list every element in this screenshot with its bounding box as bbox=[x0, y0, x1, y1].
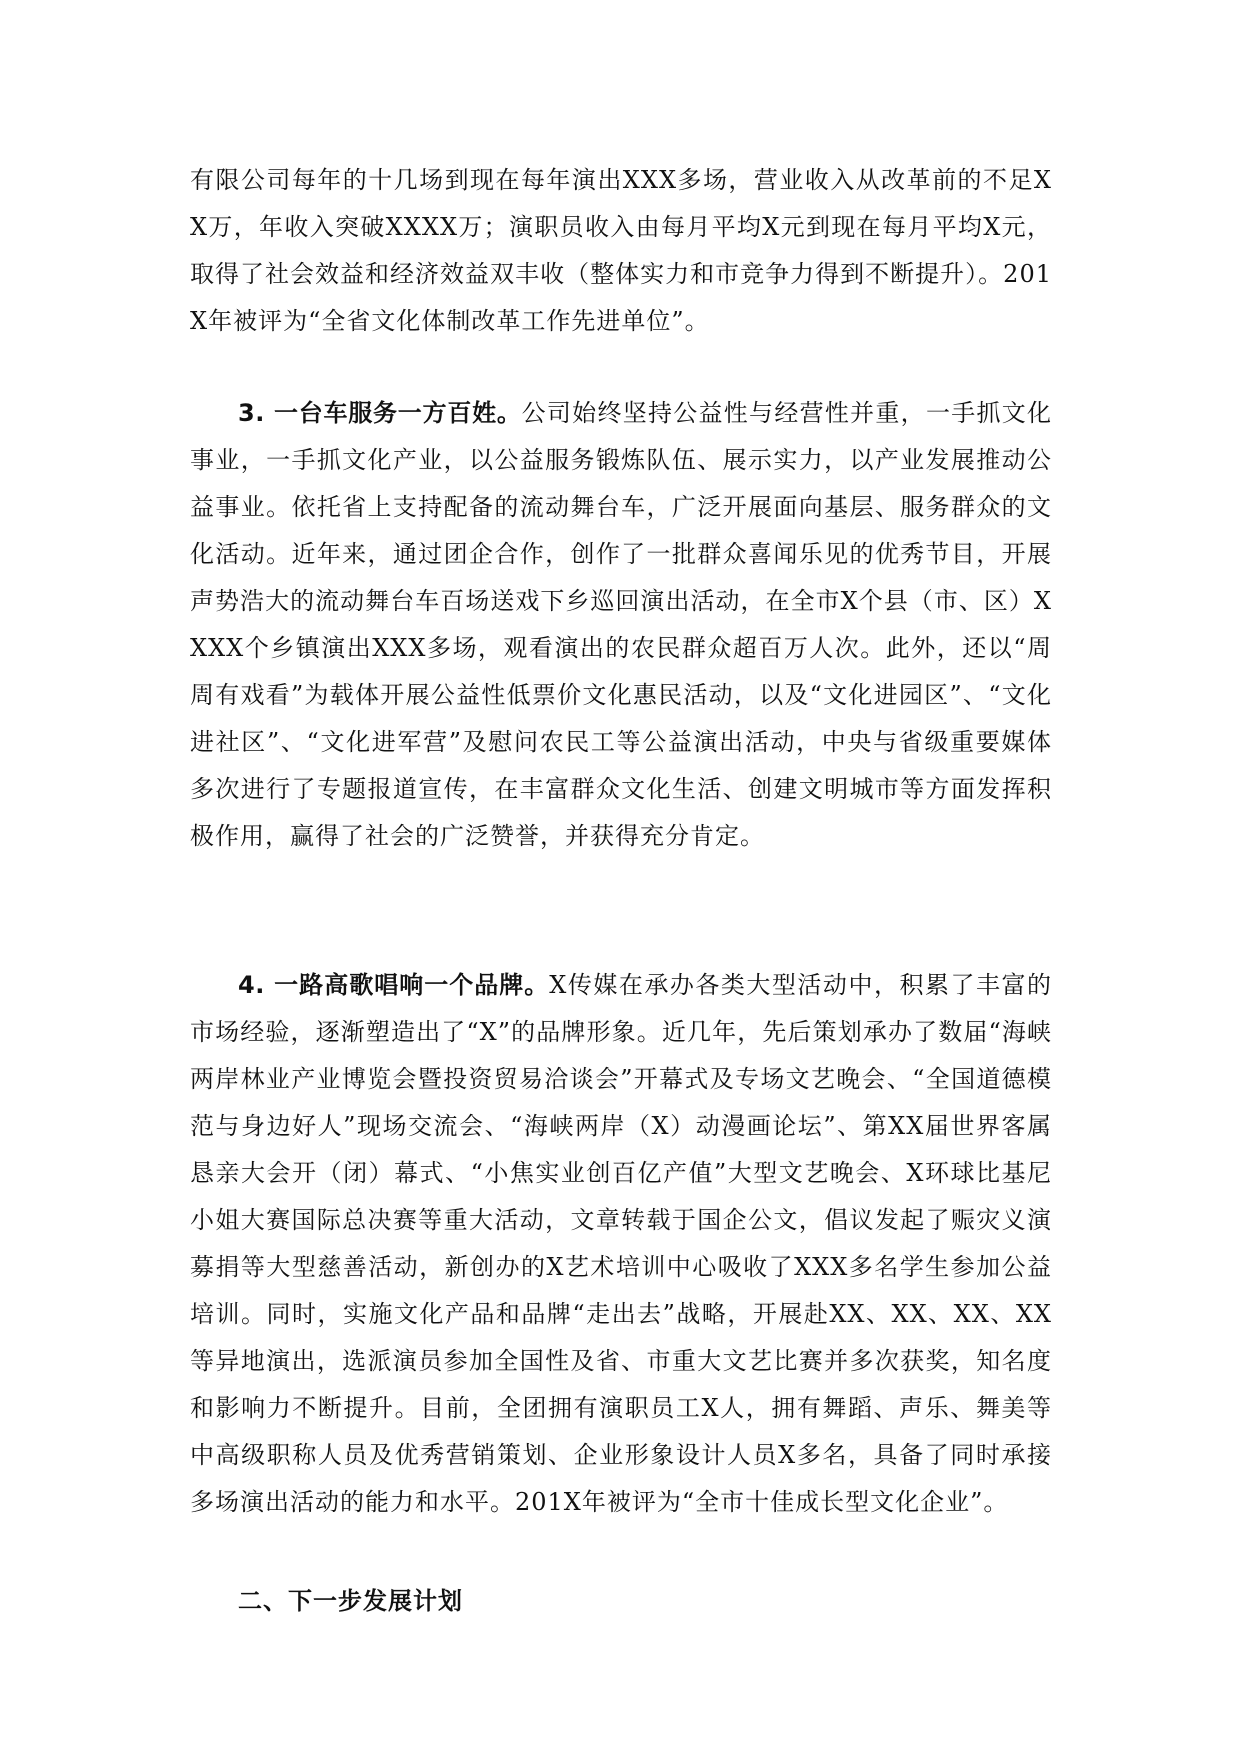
paragraph-text: 公司始终坚持公益性与经营性并重，一手抓文化事业，一手抓文化产业，以公益服务锻炼队伍、展示实力，以产业发展推动公益事业。依托省上支持配备的流动舞台车，广泛开展面向基层、服务群众的文化活动。近年来，通过团企合作，创作了一批群众喜闻乐见的优秀节目，开展声势浩大的流动舞台车百场送戏下乡巡回演出活动，在全市X个县（市、区）XXXX个乡镇演出XXX多场，观看演出的农民群众超百万人次。此外，还以“周周有戏看”为载体开展公益性低票价文化惠民活动，以及“文化进园区”、“文化进社区”、“文化进军营”及慰问农民工等公益演出活动，中央与省级重要媒体多次进行了专题报道宣传，在丰富群众文化生活、创建文明城市等方面发挥积极作用，赢得了社会的广泛赞誉，并获得充分肯定。 bbox=[190, 399, 1053, 850]
paragraph-heading: 3. 一台车服务一方百姓。 bbox=[238, 399, 522, 427]
section-heading: 二、下一步发展计划 bbox=[238, 1587, 463, 1615]
paragraph-text: 有限公司每年的十几场到现在每年演出XXX多场，营业收入从改革前的不足XX万，年收入突破XXXX万；演职员收入由每月平均X元到现在每月平均X元，取得了社会效益和经济效益双丰收（整体实力和市竞争力得到不断提升）。201X年被评为“全省文化体制改革工作先进单位”。 bbox=[190, 166, 1052, 335]
paragraph-item-3 bbox=[190, 390, 1052, 860]
paragraph-heading: 4. 一路高歌唱响一个品牌。 bbox=[238, 971, 550, 999]
paragraph-text: X传媒在承办各类大型活动中，积累了丰富的市场经验，逐渐塑造出了“X”的品牌形象。近几年，先后策划承办了数届“海峡两岸林业产业博览会暨投资贸易洽谈会”开幕式及专场文艺晚会、“全国道德模范与身边好人”现场交流会、“海峡两岸（X）动漫画论坛”、第XX届世界客属恳亲大会开（闭）幕式、“小焦实业创百亿产值”大型文艺晚会、X环球比基尼小姐大赛国际总决赛等重大活动，文章转载于国企公文，倡议发起了赈灾义演募捐等大型慈善活动，新创办的X艺术培训中心吸收了XXX多名学生参加公益培训。同时，实施文化产品和品牌“走出去”战略，开展赴XX、XX、XX、XX等异地演出，选派演员参加全国性及省、市重大文艺比赛并多次获奖，知名度和影响力不断提升。目前，全团拥有演职员工X人，拥有舞蹈、声乐、舞美等中高级职称人员及优秀营销策划、企业形象设计人员X多名，具备了同时承接多场演出活动的能力和水平。201X年被评为“全市十佳成长型文化企业”。 bbox=[190, 971, 1052, 1516]
paragraph-item-4 bbox=[190, 962, 1052, 1526]
paragraph-continuation bbox=[190, 157, 1052, 345]
